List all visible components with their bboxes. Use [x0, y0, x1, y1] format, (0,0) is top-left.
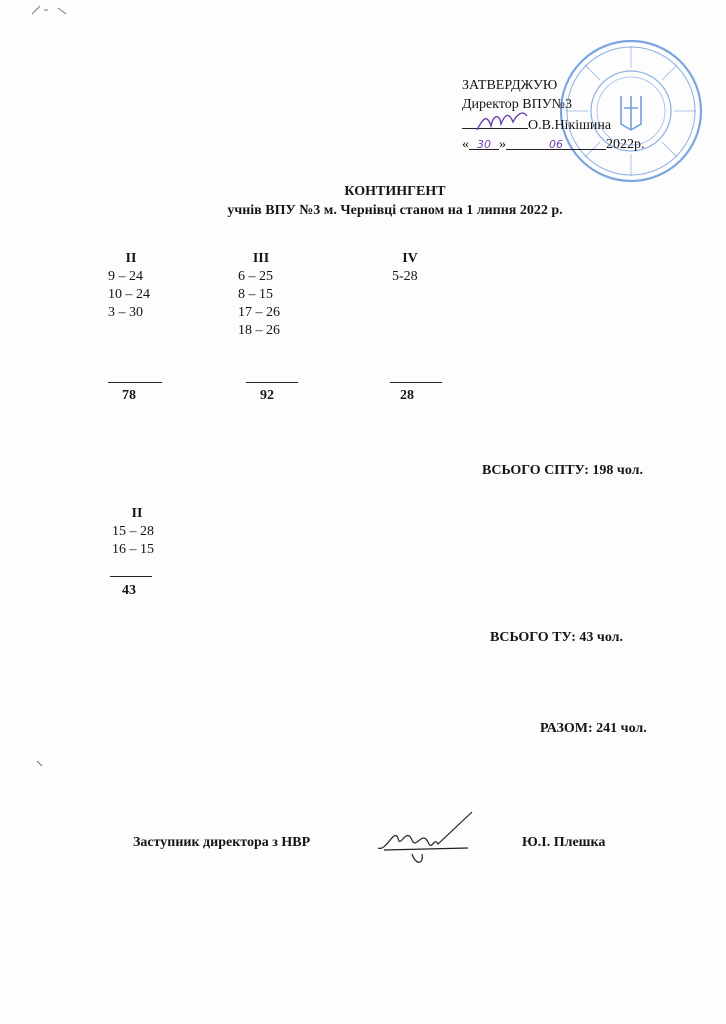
- date-month-field: [506, 135, 606, 150]
- date-month: 06: [549, 138, 563, 151]
- footer-name: Ю.І. Плешка: [522, 835, 606, 850]
- group-row: 5-28: [392, 269, 418, 284]
- date-quote-open: «: [462, 137, 469, 152]
- sptu-course-ii: [108, 250, 168, 322]
- group-row: 10 – 24: [108, 287, 150, 302]
- sptu-summary: ВСЬОГО СПТУ: 198 чол.: [482, 463, 643, 478]
- group-row: 6 – 25: [238, 269, 273, 284]
- total-rule: [390, 382, 442, 383]
- approval-name: О.В.Нікішина: [528, 118, 612, 133]
- course-heading: III: [252, 251, 270, 266]
- approval-position: Директор ВПУ№3: [462, 97, 573, 112]
- sptu-course-iii: [238, 250, 308, 340]
- total-rule: [110, 576, 152, 577]
- scan-dot-icon: [36, 760, 44, 768]
- total-rule: [108, 382, 162, 383]
- course-total: 92: [260, 388, 274, 403]
- sptu-course-iv: [392, 250, 452, 286]
- group-row: 3 – 30: [108, 305, 143, 320]
- group-row: 16 – 15: [112, 542, 154, 557]
- date-year: 2022р.: [606, 137, 645, 152]
- footer-position: Заступник директора з НВР: [133, 835, 311, 850]
- course-heading: II: [131, 506, 143, 521]
- corner-mark-icon: [30, 4, 70, 18]
- date-quote-close: »: [499, 137, 506, 152]
- group-row: 15 – 28: [112, 524, 154, 539]
- date-day-field: [469, 135, 499, 150]
- director-signature-icon: [473, 108, 531, 136]
- course-total: 43: [122, 583, 136, 598]
- approval-heading: ЗАТВЕРДЖУЮ: [462, 78, 558, 93]
- total-rule: [246, 382, 298, 383]
- grand-total: РАЗОМ: 241 чол.: [540, 721, 647, 736]
- group-row: 9 – 24: [108, 269, 143, 284]
- group-row: 8 – 15: [238, 287, 273, 302]
- document-subtitle: учнів ВПУ №3 м. Чернівці станом на 1 липня 2022 р.: [227, 203, 563, 218]
- tu-course-ii: [112, 505, 172, 559]
- course-heading: II: [125, 251, 137, 266]
- tu-summary: ВСЬОГО ТУ: 43 чол.: [490, 630, 623, 645]
- document-title: КОНТИНГЕНТ: [344, 184, 446, 199]
- date-day: 30: [477, 138, 491, 151]
- approval-date-line: [462, 135, 645, 154]
- group-row: 17 – 26: [238, 305, 280, 320]
- course-total: 28: [400, 388, 414, 403]
- deputy-signature-icon: [372, 808, 482, 868]
- course-total: 78: [122, 388, 136, 403]
- group-row: 18 – 26: [238, 323, 280, 338]
- course-heading: IV: [402, 251, 418, 266]
